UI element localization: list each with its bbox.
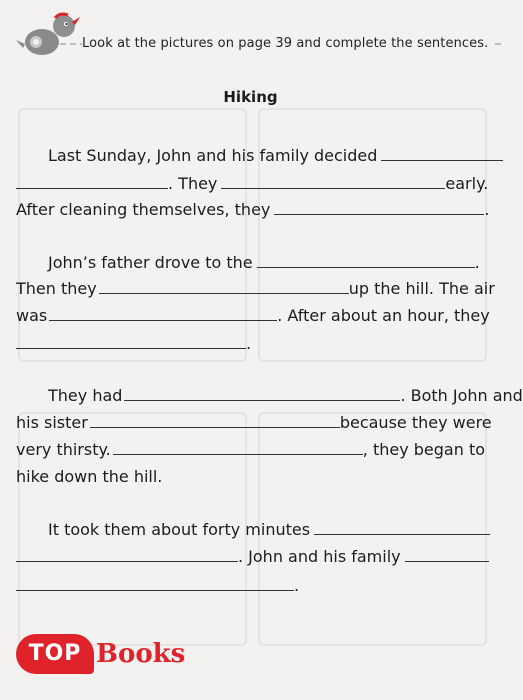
sentence-text: early.: [445, 174, 489, 193]
page-title: Hiking: [223, 88, 278, 106]
sentence-text: John’s father drove to the: [48, 253, 253, 272]
sentence-text: up the hill. The air: [348, 279, 495, 298]
sentence-text: hike down the hill.: [16, 467, 163, 486]
sentence-text: . John and his family: [238, 547, 401, 566]
sentence-line: [16, 305, 490, 327]
answer-blank[interactable]: [221, 174, 445, 189]
answer-blank[interactable]: [113, 440, 363, 455]
sentence-text: his sister: [16, 413, 88, 432]
sentence-text: , they began to: [362, 440, 485, 459]
sentence-text: .: [294, 576, 300, 595]
sentence-line: [16, 278, 495, 300]
bird-icon: [14, 12, 84, 58]
answer-blank[interactable]: [124, 386, 400, 401]
sentence-text: Last Sunday, John and his family decided: [48, 146, 378, 165]
sentence-line: [16, 412, 492, 434]
sentence-text: Then they: [16, 279, 97, 298]
header: [0, 0, 501, 70]
sentence-text: . After about an hour, they: [277, 306, 490, 325]
logo-top-badge: TOP: [16, 634, 94, 674]
answer-blank[interactable]: [405, 547, 489, 562]
sentence-text: After cleaning themselves, they: [16, 200, 271, 219]
sentence-text: was: [16, 306, 48, 325]
sentence-line: [48, 252, 480, 274]
sentence-text: .: [474, 253, 480, 272]
sentence-line: [16, 466, 162, 488]
sentence-text: . They: [168, 174, 218, 193]
answer-blank[interactable]: [16, 576, 294, 591]
sentence-line: [16, 173, 488, 195]
sentence-text: . Both John and: [400, 386, 523, 405]
sentence-text: It took them about forty minutes: [48, 520, 311, 539]
logo-books-text: Books: [96, 639, 186, 669]
sentence-line: [16, 439, 485, 461]
answer-blank[interactable]: [16, 174, 168, 189]
sentence-line: [16, 199, 489, 221]
sentence-line: [16, 333, 251, 355]
answer-blank[interactable]: [49, 306, 277, 321]
sentence-text: because they were: [339, 413, 492, 432]
instruction-text: Look at the pictures on page 39 and complete the sentences.: [82, 36, 492, 51]
sentence-text: They had: [48, 386, 123, 405]
sentence-line: [48, 519, 490, 541]
answer-blank[interactable]: [90, 413, 340, 428]
sentence-text: .: [246, 334, 252, 353]
answer-blank[interactable]: [314, 520, 490, 535]
sentence-line: [16, 575, 299, 597]
sentence-text: .: [484, 200, 490, 219]
sentence-line: [16, 546, 489, 568]
answer-blank[interactable]: [16, 547, 238, 562]
sentence-text: very thirsty.: [16, 440, 111, 459]
answer-blank[interactable]: [274, 200, 484, 215]
sentence-line: [48, 385, 523, 407]
answer-blank[interactable]: [99, 279, 349, 294]
answer-blank[interactable]: [16, 334, 246, 349]
answer-blank[interactable]: [381, 146, 503, 161]
answer-blank[interactable]: [257, 253, 475, 268]
sentence-line: [48, 145, 503, 167]
